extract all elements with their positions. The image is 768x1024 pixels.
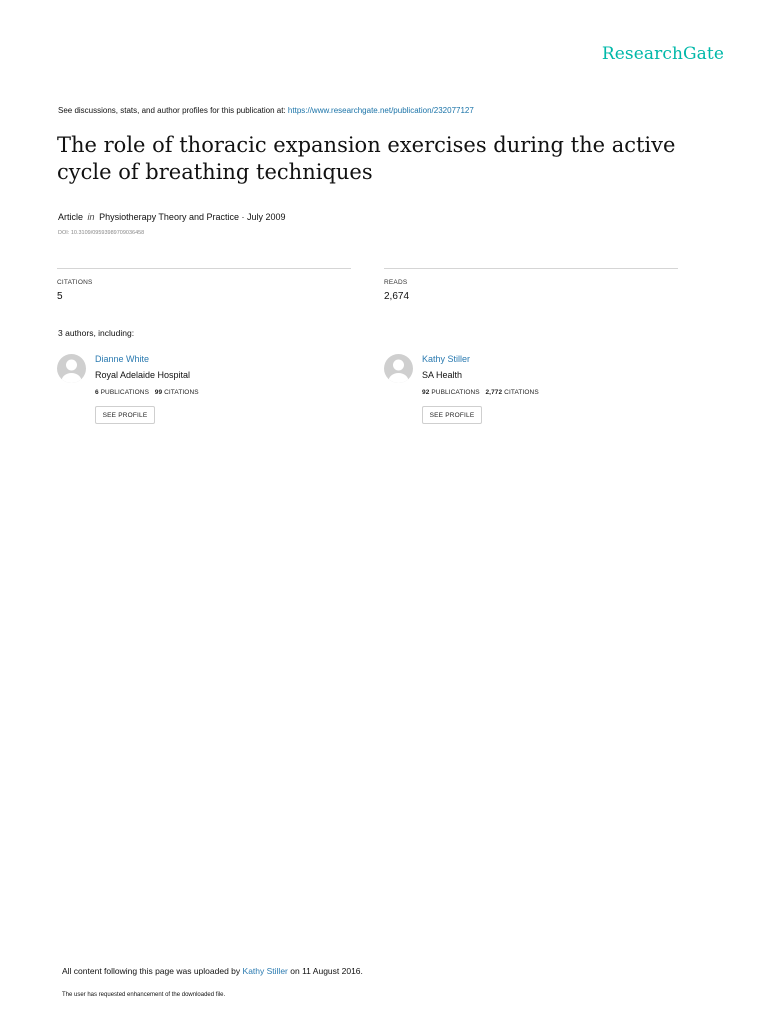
- citations-value: 5: [57, 291, 63, 302]
- uploaded-line: [62, 966, 363, 976]
- see-profile-button[interactable]: SEE PROFILE: [95, 406, 155, 424]
- see-discussions-text: See discussions, stats, and author profiles for this publication at:: [58, 106, 286, 115]
- see-discussions-line: [58, 106, 474, 115]
- author-name-link[interactable]: Kathy Stiller: [422, 354, 471, 364]
- article-title: The role of thoracic expansion exercises during the active cycle of breathing techniques: [57, 133, 676, 184]
- reads-stat: [384, 268, 678, 302]
- author-counts: [422, 389, 539, 396]
- avatar[interactable]: [384, 354, 413, 383]
- publications-count: 92: [422, 389, 430, 396]
- reads-label: READS: [384, 279, 408, 286]
- person-icon: [384, 354, 413, 383]
- reads-value: 2,674: [384, 291, 410, 302]
- article-in-word: in: [87, 212, 95, 222]
- uploaded-suffix: on 11 August 2016.: [290, 966, 363, 976]
- citations-stat: [57, 268, 351, 302]
- article-meta: [58, 212, 286, 222]
- avatar[interactable]: [57, 354, 86, 383]
- author-citations-label: CITATIONS: [504, 389, 539, 396]
- publication-url-link[interactable]: https://www.researchgate.net/publication/232077127: [287, 106, 474, 115]
- author-counts: [95, 389, 199, 396]
- article-type: Article: [58, 212, 84, 222]
- journal-and-date: Physiotherapy Theory and Practice · July 2009: [99, 212, 286, 222]
- see-profile-button[interactable]: SEE PROFILE: [422, 406, 482, 424]
- author-institution: SA Health: [422, 370, 463, 380]
- author-citations-label: CITATIONS: [164, 389, 199, 396]
- author-citations-count: 2,772: [485, 389, 503, 396]
- publications-label: PUBLICATIONS: [431, 389, 480, 396]
- author-name-link[interactable]: Dianne White: [95, 354, 150, 364]
- uploaded-prefix: All content following this page was uploaded by: [62, 966, 241, 976]
- author-institution: Royal Adelaide Hospital: [95, 370, 191, 380]
- uploader-link[interactable]: Kathy Stiller: [242, 966, 288, 976]
- article-doi: DOI: 10.3109/09593989709036458: [58, 230, 145, 236]
- person-icon: [57, 354, 86, 383]
- publications-label: PUBLICATIONS: [100, 389, 150, 396]
- author-citations-count: 99: [154, 389, 163, 396]
- citations-label: CITATIONS: [57, 279, 93, 286]
- publications-count: 6: [95, 389, 99, 396]
- authors-heading: 3 authors, including:: [58, 328, 135, 338]
- enhancement-note: The user has requested enhancement of the downloaded file.: [62, 992, 226, 998]
- researchgate-logo[interactable]: ResearchGate: [601, 44, 724, 64]
